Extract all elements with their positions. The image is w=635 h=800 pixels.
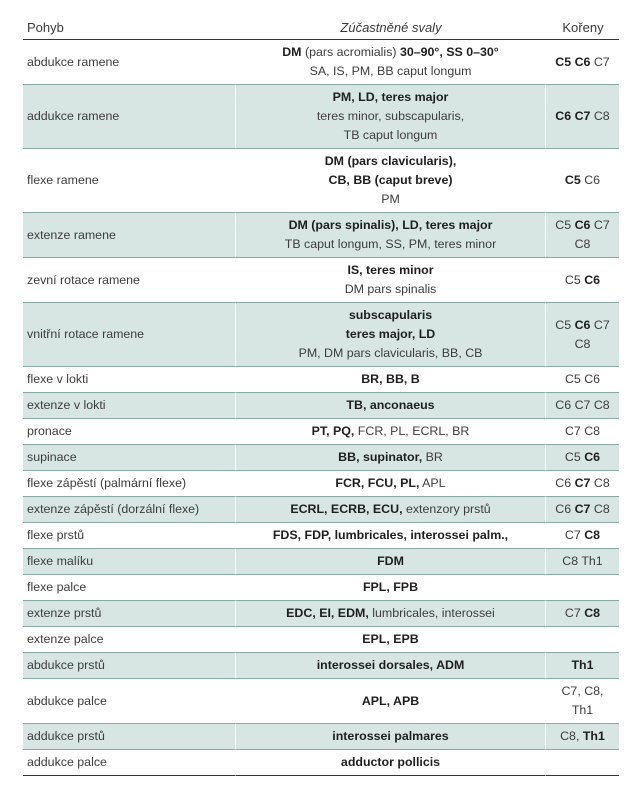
muscle-text: extenzory prstů bbox=[402, 502, 491, 516]
muscle-table-container bbox=[23, 16, 619, 776]
root-text: C6 C7 C8 bbox=[555, 398, 610, 412]
root-text: C7, C8, Th1 bbox=[561, 684, 604, 717]
muscle-text: FCR, PL, ECRL, BR bbox=[354, 424, 470, 438]
movement-cell: extenze v lokti bbox=[23, 393, 235, 419]
roots-cell bbox=[546, 393, 619, 419]
muscles-cell bbox=[235, 149, 546, 213]
roots-cell bbox=[546, 497, 619, 523]
movement-cell: abdukce ramene bbox=[23, 40, 235, 85]
root-text: C6 bbox=[555, 476, 575, 490]
muscles-cell bbox=[235, 40, 546, 85]
muscle-bold-text: BB, supinator, bbox=[338, 450, 423, 464]
muscle-bold-text: DM bbox=[282, 45, 302, 59]
root-bold-text: C6 bbox=[574, 218, 591, 232]
movement-cell: vnitřní rotace ramene bbox=[23, 303, 235, 367]
muscle-text: PM, DM pars clavicularis, BB, CB bbox=[298, 346, 483, 360]
muscle-bold-text: FDM bbox=[377, 554, 404, 568]
roots-cell bbox=[546, 213, 619, 258]
muscle-text: (pars acromialis) bbox=[301, 45, 400, 59]
root-line bbox=[550, 171, 615, 190]
muscle-line bbox=[240, 152, 541, 171]
muscle-line bbox=[240, 261, 541, 280]
root-bold-text: C6 C7 bbox=[555, 109, 591, 123]
movement-cell: flexe zápěstí (palmární flexe) bbox=[23, 471, 235, 497]
muscles-cell bbox=[235, 724, 546, 750]
root-text: C7 bbox=[590, 54, 610, 69]
table-row bbox=[23, 724, 619, 750]
roots-cell bbox=[546, 750, 619, 776]
muscle-text: SA, IS, PM, BB caput longum bbox=[309, 64, 472, 78]
muscle-line bbox=[240, 62, 541, 81]
roots-cell bbox=[546, 419, 619, 445]
muscle-line bbox=[240, 448, 541, 467]
muscles-cell bbox=[235, 393, 546, 419]
muscles-cell bbox=[235, 653, 546, 679]
root-text: C8, bbox=[560, 729, 583, 743]
root-bold-text: C6 bbox=[584, 272, 601, 287]
root-text: C8 Th1 bbox=[562, 554, 603, 568]
root-bold-text: Th1 bbox=[571, 658, 594, 672]
root-line bbox=[550, 335, 615, 354]
table-row bbox=[23, 653, 619, 679]
muscles-cell bbox=[235, 601, 546, 627]
root-text: C7 bbox=[590, 218, 610, 232]
roots-cell bbox=[546, 258, 619, 303]
roots-cell bbox=[546, 549, 619, 575]
muscle-bold-text: subscapularis bbox=[348, 308, 433, 322]
root-bold-text: C6 bbox=[584, 450, 601, 464]
muscle-line bbox=[240, 604, 541, 623]
root-line bbox=[550, 216, 615, 235]
muscles-cell bbox=[235, 471, 546, 497]
root-bold-text: C7 bbox=[574, 476, 591, 490]
roots-cell bbox=[546, 627, 619, 653]
muscle-bold-text: FCR, FCU, PL, bbox=[335, 476, 420, 490]
header-movement: Pohyb bbox=[23, 16, 235, 40]
table-row bbox=[23, 303, 619, 367]
muscle-bold-text: PT, PQ, bbox=[311, 424, 355, 438]
roots-cell bbox=[546, 367, 619, 393]
roots-cell bbox=[546, 445, 619, 471]
root-text: C7 bbox=[564, 528, 585, 542]
root-text: C5 bbox=[564, 450, 585, 464]
movement-cell: extenze palce bbox=[23, 627, 235, 653]
movement-cell: addukce ramene bbox=[23, 85, 235, 149]
muscle-bold-text: teres major, LD bbox=[345, 327, 436, 341]
table-row bbox=[23, 601, 619, 627]
roots-cell bbox=[546, 653, 619, 679]
muscle-text: lumbricales, interossei bbox=[368, 606, 495, 620]
movement-cell: extenze prstů bbox=[23, 601, 235, 627]
root-line bbox=[550, 656, 615, 675]
root-text: C8 bbox=[590, 109, 610, 123]
movement-cell: supinace bbox=[23, 445, 235, 471]
header-muscles: Zúčastněné svaly bbox=[235, 16, 546, 40]
root-text: C5 bbox=[564, 272, 585, 287]
muscle-line bbox=[240, 280, 541, 299]
roots-cell bbox=[546, 523, 619, 549]
root-text: C7 bbox=[564, 606, 585, 620]
root-line bbox=[550, 552, 615, 571]
table-row bbox=[23, 471, 619, 497]
muscle-text: TB caput longum bbox=[343, 128, 438, 142]
muscle-bold-text: EPL, EPB bbox=[362, 632, 419, 646]
movement-cell: extenze zápěstí (dorzální flexe) bbox=[23, 497, 235, 523]
movement-cell: flexe ramene bbox=[23, 149, 235, 213]
root-line bbox=[550, 235, 615, 254]
muscle-bold-text: TB, anconaeus bbox=[346, 398, 435, 412]
movement-cell: addukce palce bbox=[23, 750, 235, 776]
muscle-bold-text: interossei palmares bbox=[332, 729, 449, 743]
table-body bbox=[23, 40, 619, 776]
muscle-bold-text: adductor pollicis bbox=[340, 755, 441, 769]
root-text: C7 bbox=[590, 317, 610, 332]
muscle-text: DM pars spinalis bbox=[344, 282, 437, 296]
muscle-line bbox=[240, 500, 541, 519]
root-line bbox=[550, 526, 615, 545]
table-row bbox=[23, 149, 619, 213]
muscles-cell bbox=[235, 549, 546, 575]
muscles-cell bbox=[235, 213, 546, 258]
muscle-bold-text: 30–90°, SS 0–30° bbox=[399, 45, 499, 59]
muscle-text: APL bbox=[419, 476, 446, 490]
movement-cell: abdukce prstů bbox=[23, 653, 235, 679]
muscle-line bbox=[240, 656, 541, 675]
muscle-line bbox=[240, 190, 541, 209]
roots-cell bbox=[546, 40, 619, 85]
muscles-cell bbox=[235, 750, 546, 776]
root-line bbox=[550, 370, 615, 389]
muscle-bold-text: FDS, FDP, lumbricales, interossei palm., bbox=[272, 528, 509, 542]
muscle-line bbox=[240, 526, 541, 545]
muscle-bold-text: BR, BB, B bbox=[361, 372, 420, 386]
root-text: C6 bbox=[555, 502, 575, 516]
table-row bbox=[23, 258, 619, 303]
roots-cell bbox=[546, 471, 619, 497]
table-row bbox=[23, 393, 619, 419]
movement-cell: flexe v lokti bbox=[23, 367, 235, 393]
muscle-line bbox=[240, 235, 541, 254]
table-row bbox=[23, 575, 619, 601]
root-bold-text: C6 bbox=[574, 317, 591, 332]
muscle-line bbox=[240, 344, 541, 363]
muscles-cell bbox=[235, 419, 546, 445]
muscle-line bbox=[240, 692, 541, 711]
root-line bbox=[550, 448, 615, 467]
root-text: C5 bbox=[555, 218, 575, 232]
movement-cell: extenze ramene bbox=[23, 213, 235, 258]
muscles-cell bbox=[235, 367, 546, 393]
roots-cell bbox=[546, 575, 619, 601]
root-bold-text: C8 bbox=[584, 606, 601, 620]
root-bold-text: C5 bbox=[564, 173, 581, 187]
table-row bbox=[23, 419, 619, 445]
roots-cell bbox=[546, 724, 619, 750]
root-line bbox=[550, 682, 615, 720]
movement-cell: pronace bbox=[23, 419, 235, 445]
muscle-bold-text: DM (pars clavicularis), bbox=[324, 154, 457, 168]
muscle-line bbox=[240, 552, 541, 571]
muscle-text: TB caput longum, SS, PM, teres minor bbox=[284, 237, 497, 251]
header-row bbox=[23, 16, 619, 40]
root-text: C8 bbox=[574, 237, 591, 251]
muscle-line bbox=[240, 88, 541, 107]
root-line bbox=[550, 316, 615, 335]
table-row bbox=[23, 40, 619, 85]
muscle-bold-text: ECRL, ECRB, ECU, bbox=[290, 502, 403, 516]
table-row bbox=[23, 367, 619, 393]
table-row bbox=[23, 523, 619, 549]
muscle-line bbox=[240, 727, 541, 746]
roots-cell bbox=[546, 85, 619, 149]
muscle-line bbox=[240, 370, 541, 389]
muscle-line bbox=[240, 107, 541, 126]
muscles-cell bbox=[235, 497, 546, 523]
roots-cell bbox=[546, 149, 619, 213]
muscle-bold-text: CB, BB (caput breve) bbox=[328, 173, 453, 187]
table-row bbox=[23, 627, 619, 653]
root-line bbox=[550, 604, 615, 623]
muscles-cell bbox=[235, 523, 546, 549]
root-line bbox=[550, 727, 615, 746]
table-row bbox=[23, 679, 619, 724]
muscle-text: teres minor, subscapularis, bbox=[316, 109, 465, 123]
muscle-text: BR bbox=[422, 450, 443, 464]
muscles-cell bbox=[235, 627, 546, 653]
muscle-line bbox=[240, 43, 541, 62]
table-row bbox=[23, 213, 619, 258]
root-text: C7 C8 bbox=[564, 424, 601, 438]
root-line bbox=[550, 422, 615, 441]
movement-cell: addukce prstů bbox=[23, 724, 235, 750]
movement-cell: flexe malíku bbox=[23, 549, 235, 575]
muscle-bold-text: EDC, EI, EDM, bbox=[286, 606, 369, 620]
root-bold-text: Th1 bbox=[582, 729, 605, 743]
muscle-line bbox=[240, 306, 541, 325]
muscles-cell bbox=[235, 303, 546, 367]
muscles-cell bbox=[235, 445, 546, 471]
root-text: C6 bbox=[580, 173, 601, 187]
muscles-cell bbox=[235, 85, 546, 149]
muscle-line bbox=[240, 753, 541, 772]
muscles-cell bbox=[235, 575, 546, 601]
root-line bbox=[550, 107, 615, 126]
muscle-bold-text: PM, LD, teres major bbox=[332, 90, 449, 104]
root-line bbox=[550, 53, 615, 72]
root-line bbox=[550, 474, 615, 493]
root-text: C8 bbox=[574, 336, 591, 351]
muscle-line bbox=[240, 578, 541, 597]
root-line bbox=[550, 396, 615, 415]
table-row bbox=[23, 549, 619, 575]
muscle-line bbox=[240, 422, 541, 441]
roots-cell bbox=[546, 303, 619, 367]
muscle-line bbox=[240, 171, 541, 190]
muscle-bold-text: interossei dorsales, ADM bbox=[316, 658, 465, 672]
muscle-bold-text: FPL, FPB bbox=[362, 580, 419, 594]
muscles-cell bbox=[235, 258, 546, 303]
root-bold-text: C5 C6 bbox=[555, 54, 591, 69]
root-text: C5 bbox=[555, 317, 575, 332]
movement-cell: zevní rotace ramene bbox=[23, 258, 235, 303]
muscle-line bbox=[240, 325, 541, 344]
muscle-line bbox=[240, 396, 541, 415]
muscle-line bbox=[240, 474, 541, 493]
movement-cell: flexe prstů bbox=[23, 523, 235, 549]
muscle-bold-text: APL, APB bbox=[361, 693, 420, 708]
root-text: C5 C6 bbox=[564, 372, 601, 386]
muscle-text: PM bbox=[381, 192, 400, 206]
header-roots: Kořeny bbox=[546, 16, 619, 40]
muscle-line bbox=[240, 630, 541, 649]
muscle-roots-table bbox=[23, 16, 619, 776]
table-row bbox=[23, 497, 619, 523]
roots-cell bbox=[546, 679, 619, 724]
root-line bbox=[550, 271, 615, 290]
movement-cell: flexe palce bbox=[23, 575, 235, 601]
muscle-line bbox=[240, 126, 541, 145]
muscle-bold-text: IS, teres minor bbox=[347, 263, 434, 277]
muscle-line bbox=[240, 216, 541, 235]
root-line bbox=[550, 500, 615, 519]
root-text: C8 bbox=[590, 476, 610, 490]
table-row bbox=[23, 85, 619, 149]
table-header bbox=[23, 16, 619, 40]
movement-cell: abdukce palce bbox=[23, 679, 235, 724]
muscle-bold-text: DM (pars spinalis), LD, teres major bbox=[288, 218, 493, 232]
root-text: C8 bbox=[590, 502, 610, 516]
root-bold-text: C8 bbox=[584, 528, 601, 542]
table-row bbox=[23, 445, 619, 471]
table-row bbox=[23, 750, 619, 776]
root-bold-text: C7 bbox=[574, 502, 591, 516]
muscles-cell bbox=[235, 679, 546, 724]
roots-cell bbox=[546, 601, 619, 627]
